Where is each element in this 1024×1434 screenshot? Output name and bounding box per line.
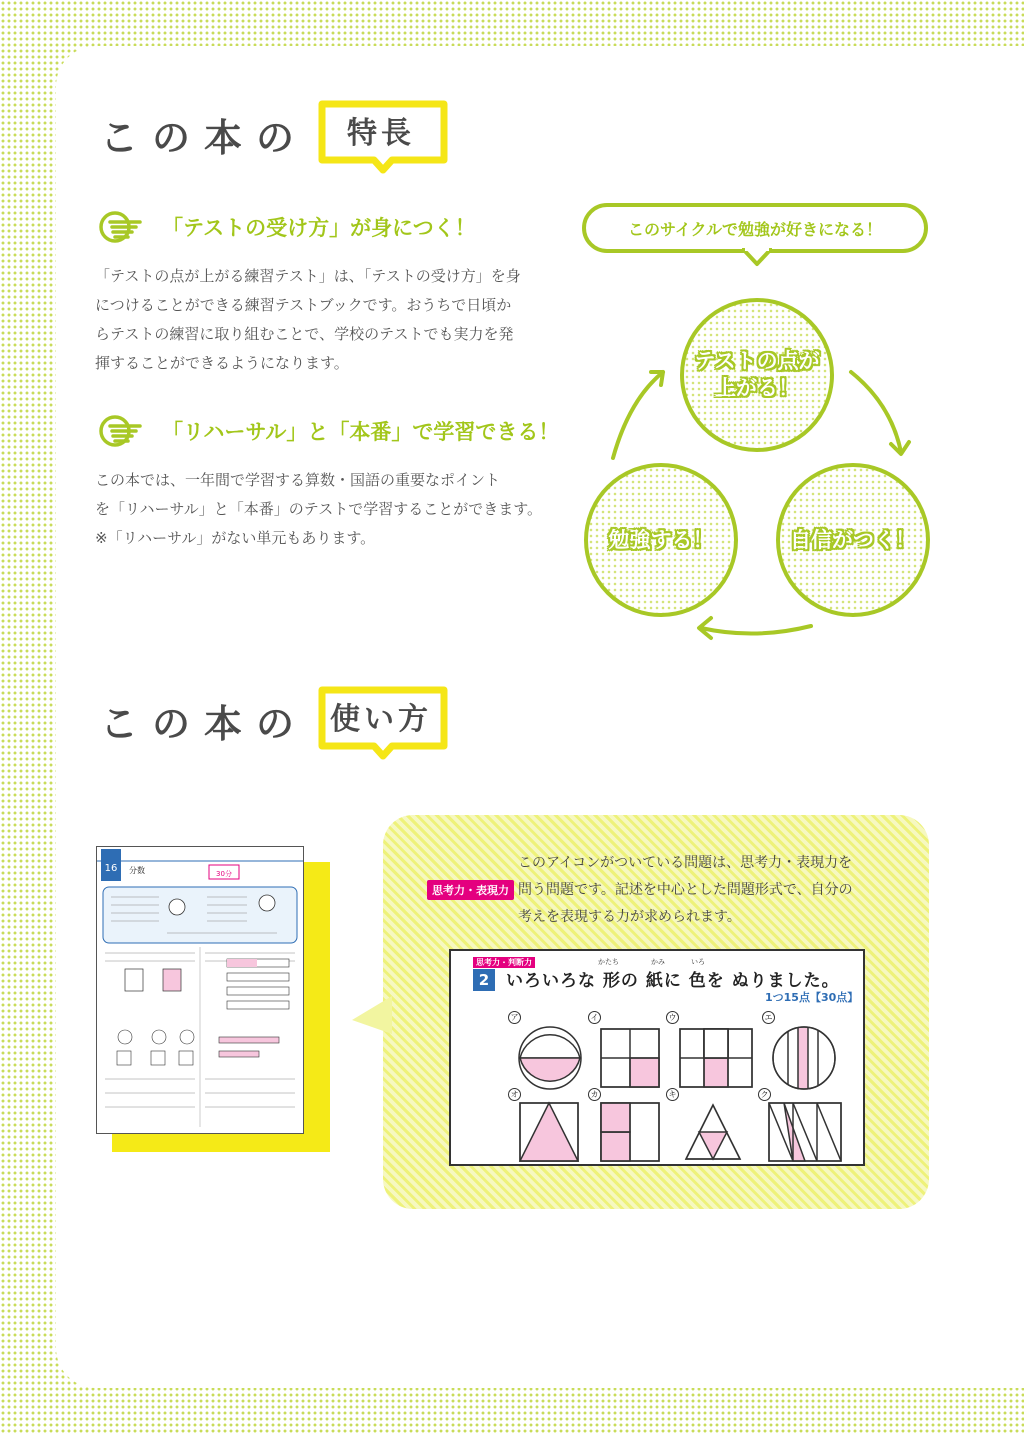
thinking-skill-tag: 思考力・表現力: [427, 880, 514, 900]
shape-label: イ: [588, 1011, 601, 1024]
cycle-right-text: 自信がつく！: [790, 527, 916, 552]
feature1-line: 「テストの点が上がる練習テスト」は、「テストの受け方」を身: [95, 267, 521, 285]
feature1-heading: [98, 210, 476, 244]
cycle-bubble: このサイクルで勉強が好きになる！: [582, 203, 928, 253]
shape-label: エ: [762, 1011, 775, 1024]
shape-label: ク: [758, 1088, 771, 1101]
cycle-arrows: [595, 360, 925, 650]
feature2-line: この本では、一年間で学習する算数・国語の重要なポイント: [95, 471, 501, 489]
feature1-line: らテストの練習に取り組むことで、学校のテストでも実力を発: [95, 325, 514, 343]
shape-label: ウ: [666, 1011, 679, 1024]
feature2-line: ※「リハーサル」がない単元もあります。: [95, 529, 376, 547]
shape-ka: [601, 1103, 659, 1161]
cycle-top-line: 上がる！: [714, 376, 799, 400]
usage-title: [100, 684, 446, 756]
feature1-body: [95, 262, 555, 378]
ruby-katachi: かたち: [598, 958, 619, 966]
pointing-hand-icon: [98, 210, 148, 244]
features-title: [100, 98, 446, 170]
shape-o: [520, 1103, 578, 1161]
shape-label: オ: [508, 1088, 521, 1101]
ruby-kami: かみ: [651, 958, 665, 966]
sample-tag: 思考力・判断力: [473, 957, 535, 968]
shape-u: [680, 1029, 752, 1087]
arrow-score-to-confidence: [851, 372, 901, 452]
thumb-unit-title: 分数: [129, 866, 145, 875]
feature1-heading-text: 「テストの受け方」が身につく！: [162, 216, 476, 240]
shape-figures: [449, 1000, 865, 1166]
shape-e: [773, 1027, 835, 1089]
cycle-left-text: 勉強する！: [608, 527, 714, 552]
shape-i: [601, 1029, 659, 1087]
feature1-line: 揮することができるようになります。: [95, 354, 349, 372]
feature2-heading-text: 「リハーサル」と「本番」で学習できる！: [162, 420, 560, 444]
bubble-tail: [742, 248, 772, 268]
usage-description: [518, 850, 853, 931]
feature2-body: [95, 466, 555, 553]
shape-label: ア: [508, 1011, 521, 1024]
thumb-unit-number: 16: [104, 863, 118, 874]
features-title-boxed: 特長: [347, 116, 416, 151]
feature2-heading: [98, 414, 559, 448]
problem-points: 1つ15点【30点】: [765, 991, 859, 1004]
speech-tail: [352, 990, 392, 1040]
cycle-top-line: テストの点が: [694, 349, 820, 373]
usage-desc-line: 問う問題です。記述を中心とした問題形式で、自分の: [518, 882, 853, 898]
shape-label: キ: [666, 1088, 679, 1101]
shape-ku: [769, 1103, 841, 1161]
feature2-line: を「リハーサル」と「本番」のテストで学習することができます。: [95, 500, 543, 518]
arrow-confidence-to-study: [701, 626, 811, 634]
problem-number: 2: [473, 969, 495, 991]
arrow-study-to-score: [613, 372, 663, 458]
usage-title-plain: この本の: [100, 701, 309, 746]
thumb-time: 30分: [216, 870, 232, 878]
shape-a: [519, 1027, 581, 1089]
problem-question: いろいろな 形の 紙に 色を ぬりました。: [506, 971, 840, 991]
shape-label: カ: [588, 1088, 601, 1101]
usage-desc-line: このアイコンがついている問題は、思考力・表現力を: [518, 855, 853, 871]
usage-desc-line: 考えを表現する力が求められます。: [518, 909, 741, 925]
pointing-hand-icon: [98, 414, 148, 448]
usage-title-boxed: 使い方: [330, 702, 433, 737]
features-title-plain: この本の: [100, 115, 309, 160]
feature1-line: につけることができる練習テストブックです。おうちで日頃か: [95, 296, 512, 314]
ruby-iro: いろ: [691, 958, 705, 966]
thumbnail-content: [97, 847, 303, 1133]
page-thumbnail: [96, 846, 304, 1134]
shape-ki: [686, 1105, 740, 1159]
book-frame: [316, 98, 446, 170]
book-frame: [316, 684, 446, 756]
